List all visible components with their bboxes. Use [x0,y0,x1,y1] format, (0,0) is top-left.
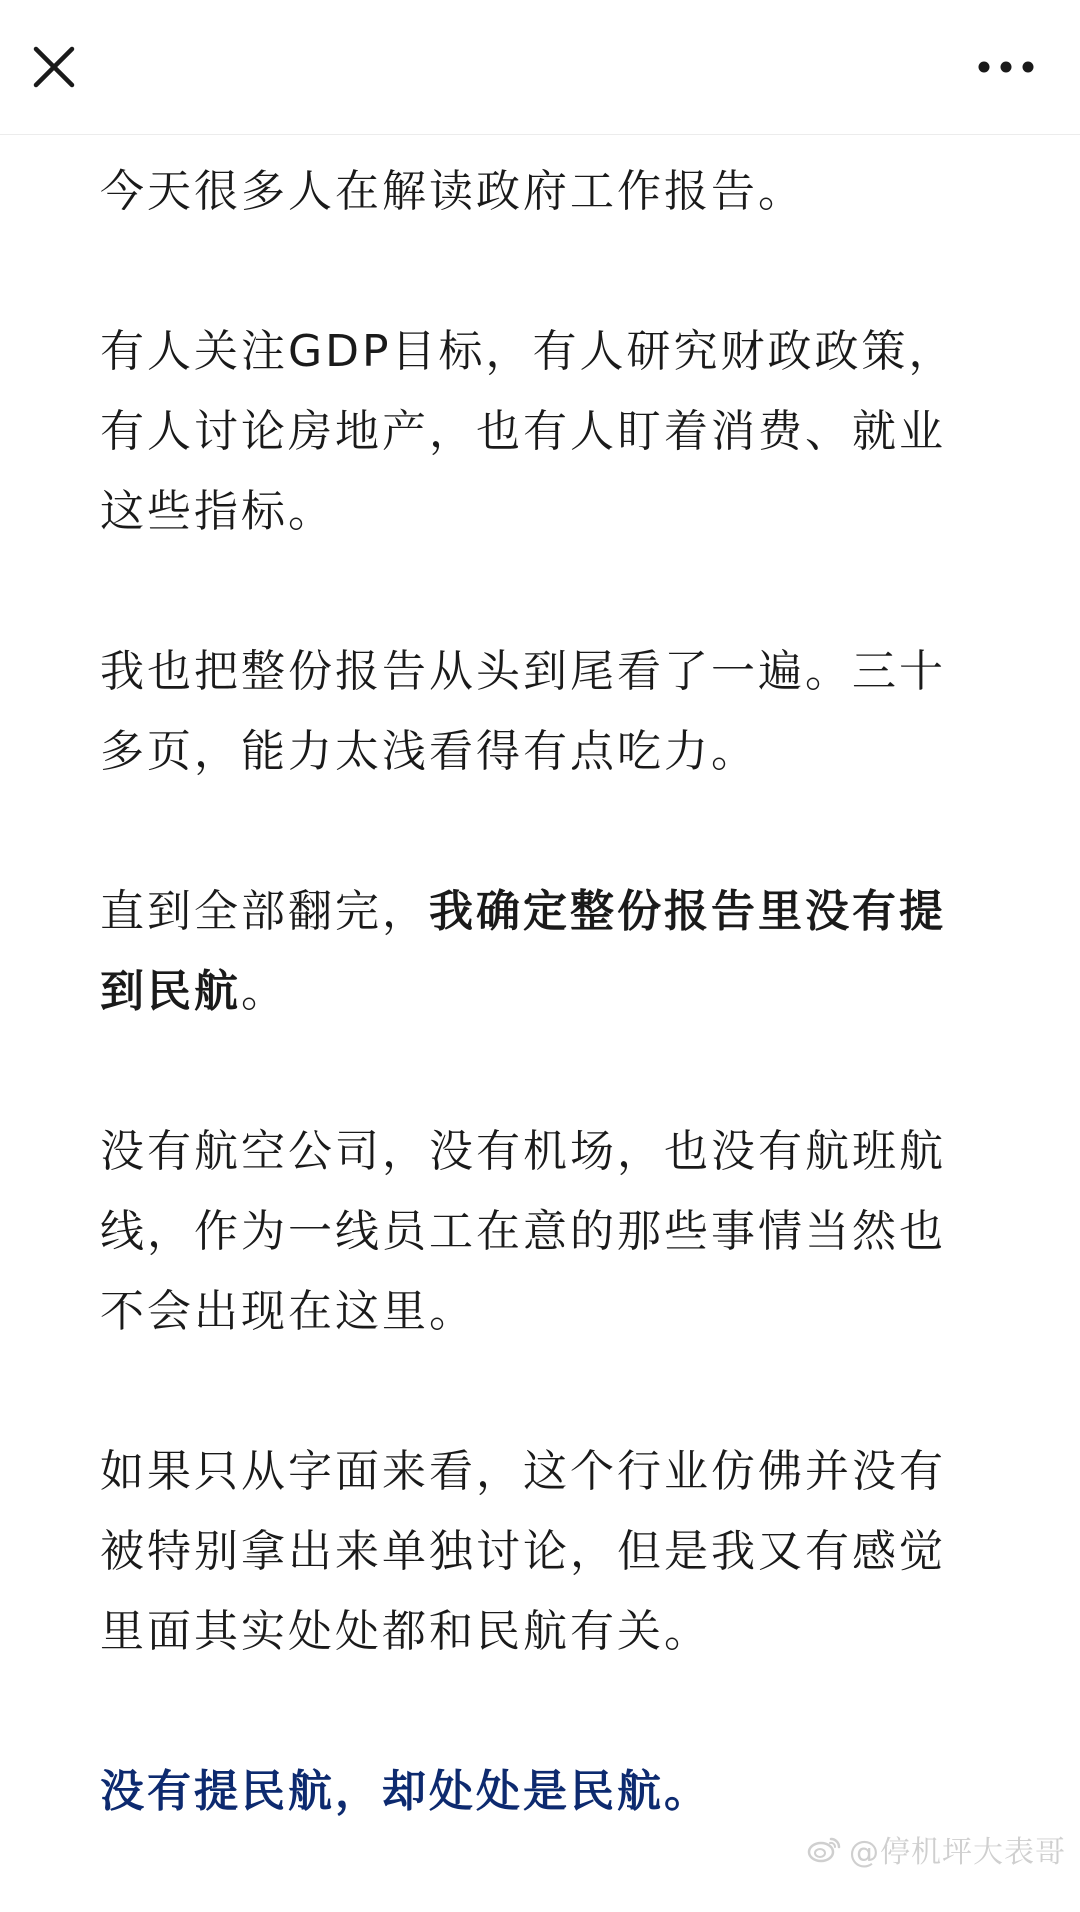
weibo-logo-icon [807,1835,841,1863]
paragraph-6: 如果只从字面来看，这个行业仿佛并没有被特别拿出来单独讨论，但是我又有感觉里面其实处处都和民航有关。 [100,1446,946,1657]
more-options-button[interactable] [970,35,1042,99]
paragraph-3: 我也把整份报告从头到尾看了一遍。三十多页，能力太浅看得有点吃力。 [100,646,946,777]
article-body [100,152,990,1912]
watermark-text: @停机坪大表哥 [849,1835,1066,1870]
paragraph-2: 有人关注GDP目标，有人研究财政政策，有人讨论房地产，也有人盯着消费、就业这些指标。 [100,326,956,537]
paragraph-5: 没有航空公司，没有机场，也没有航班航线，作为一线员工在意的那些事情当然也不会出现在这里。 [100,1126,946,1337]
paragraph-4-end: 。 [241,966,288,1017]
paragraph-4-lead: 直到全部翻完， [100,886,429,937]
paragraph-7-highlight: 没有提民航，却处处是民航。 [100,1766,711,1817]
watermark [807,1827,1066,1871]
close-icon [22,35,86,99]
close-button[interactable] [22,35,86,99]
more-dots-icon [970,35,1042,99]
paragraph-4-bold: 我确定整份报告里没有提到民航 [100,886,946,1017]
top-navigation-bar [0,0,1080,135]
paragraph-4 [100,872,990,1032]
paragraph-1: 今天很多人在解读政府工作报告。 [100,166,805,217]
